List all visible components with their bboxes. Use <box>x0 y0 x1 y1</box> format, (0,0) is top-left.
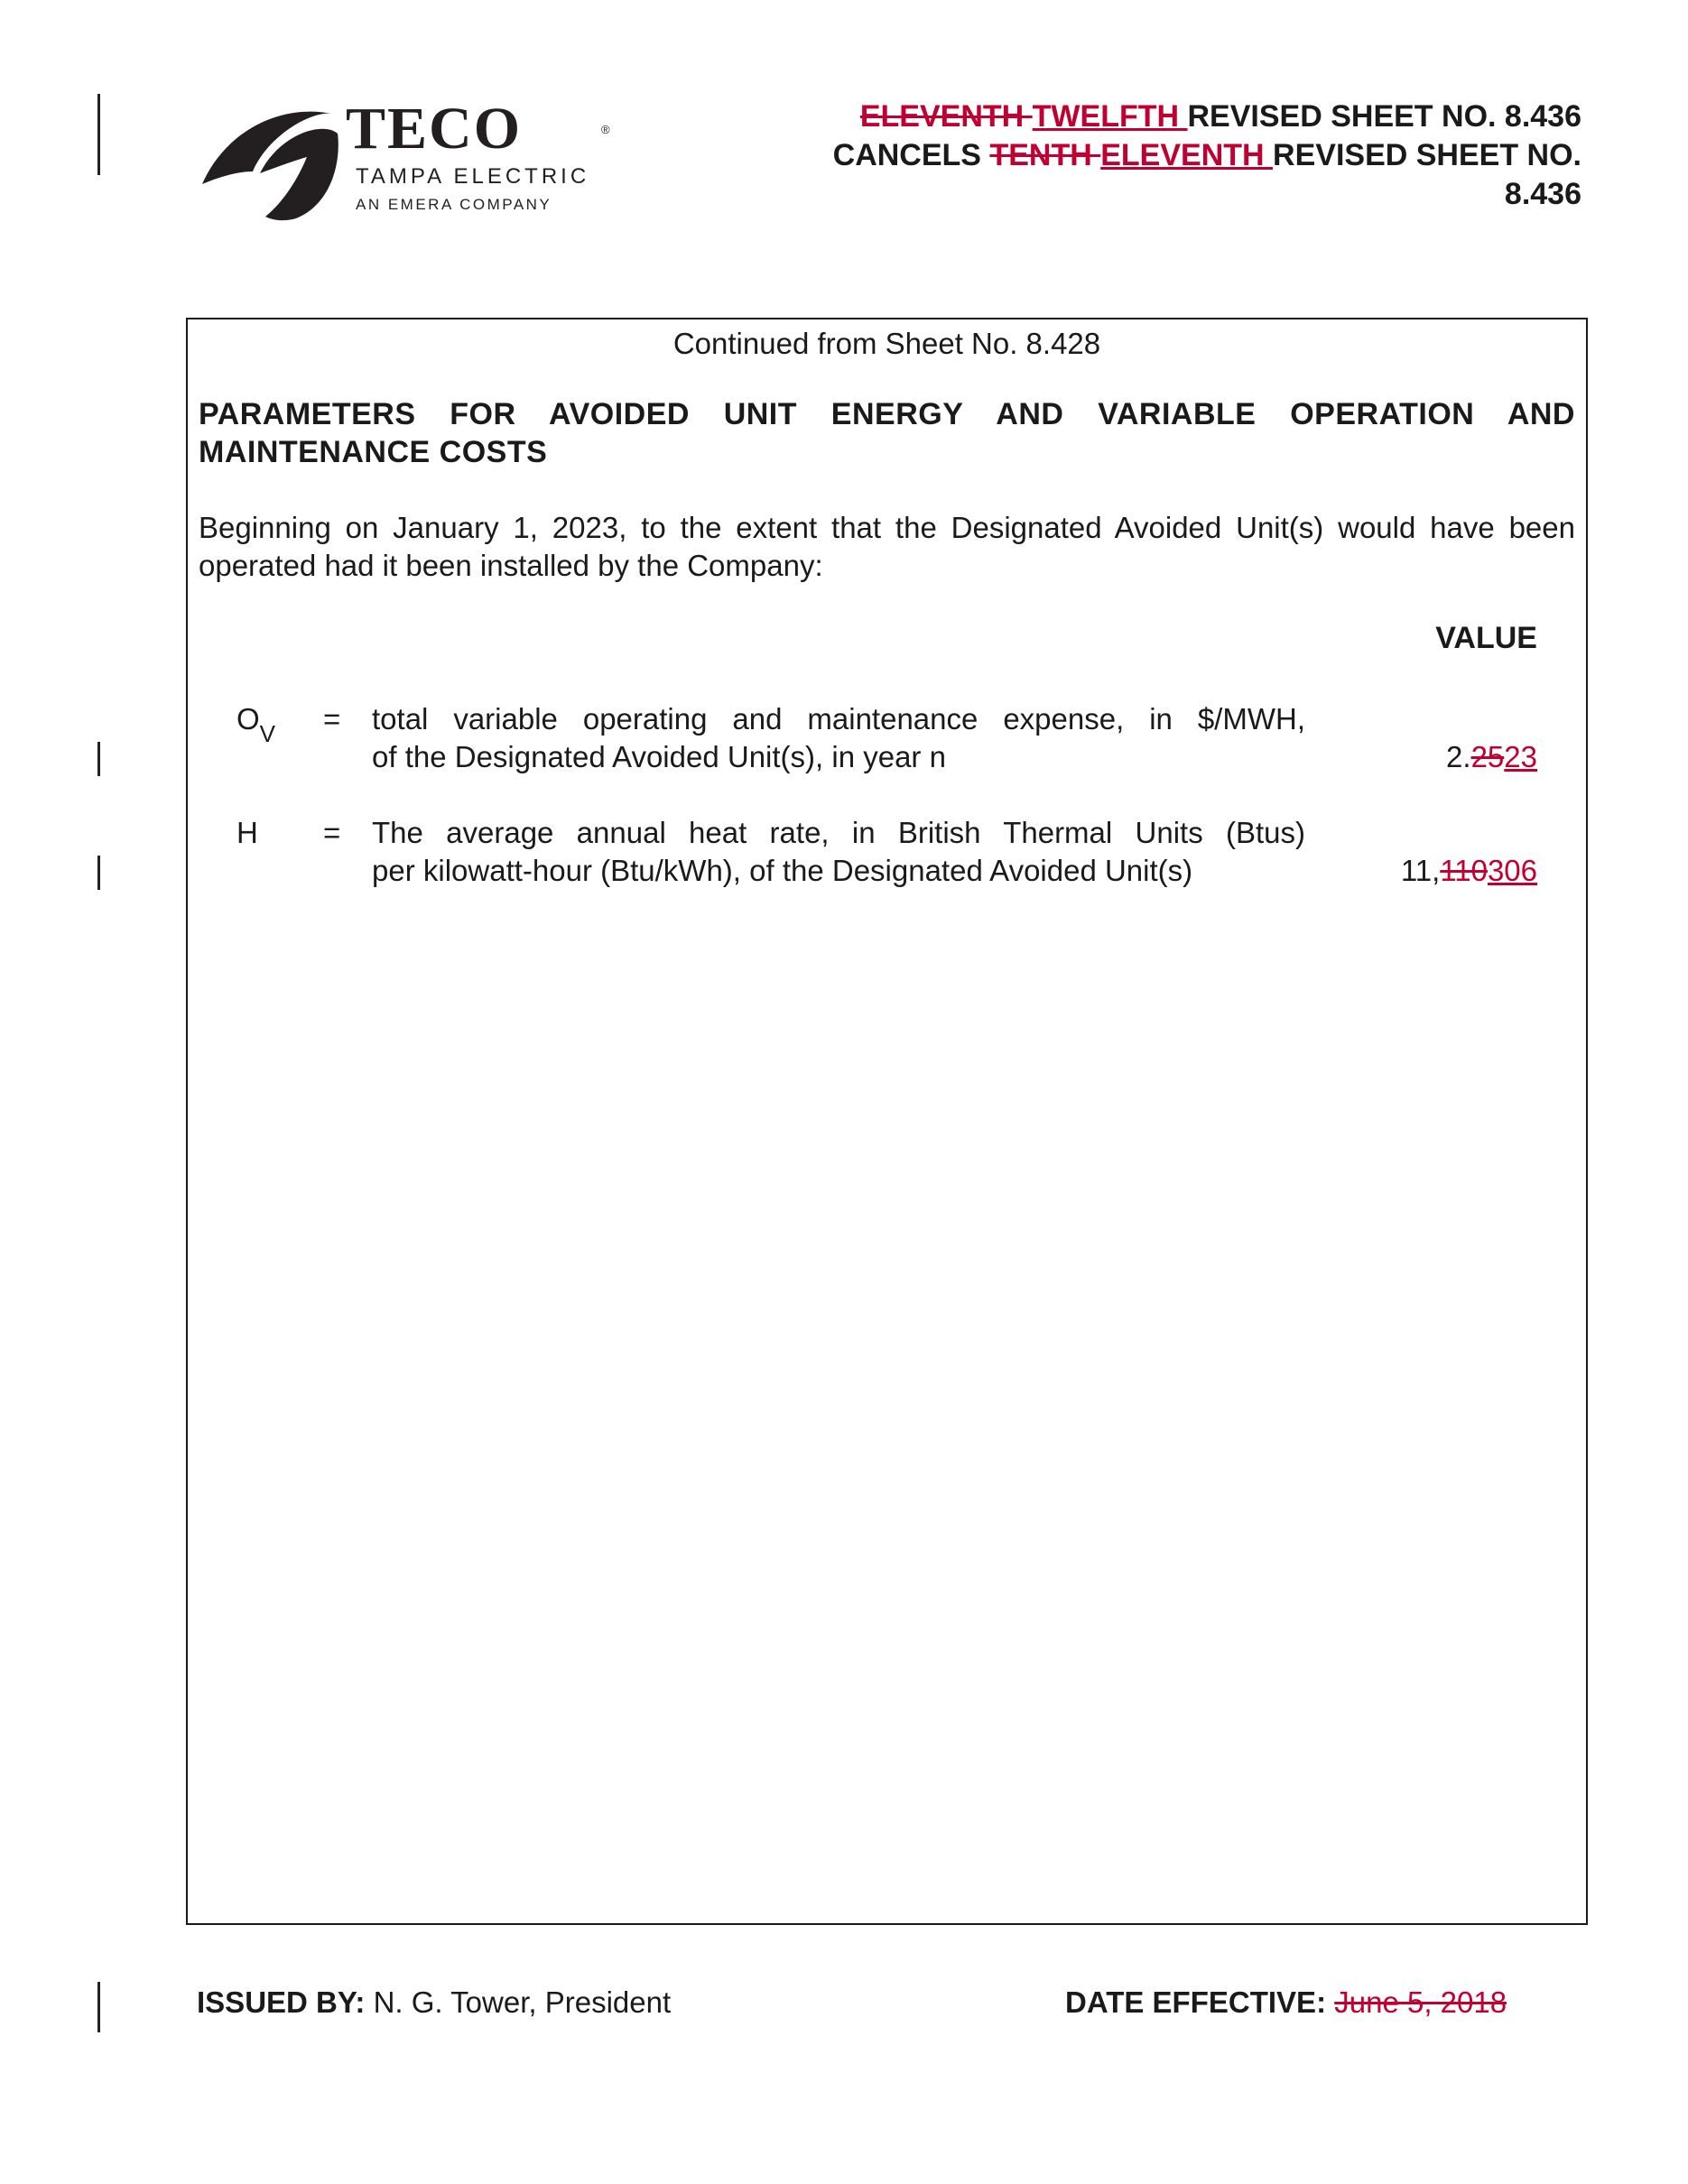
date-effective <box>1065 1984 1507 2022</box>
sheet-header-line3: 8.436 <box>1504 177 1581 211</box>
param-description-line1: total variable operating and maintenance expense, in $/MWH, <box>372 702 1305 736</box>
sheet-header-line2 <box>733 136 1581 175</box>
param-description <box>372 700 1305 776</box>
issued-by <box>197 1984 671 2022</box>
date-effective-label: DATE EFFECTIVE: <box>1065 1985 1327 2019</box>
param-subscript: V <box>259 720 276 747</box>
param-description-line2: per kilowatt-hour (Btu/kWh), of the Designated Avoided Unit(s) <box>372 854 1193 887</box>
value-column-header: VALUE <box>1435 621 1537 655</box>
logo-subtitle: TAMPA ELECTRIC <box>356 164 590 189</box>
inserted-text: ELEVENTH <box>1100 138 1274 172</box>
cancels-label: CANCELS <box>832 138 990 172</box>
param-symbol: $O_V$ <box>237 702 276 747</box>
inserted-text: TWELFTH <box>1032 99 1188 134</box>
param-description <box>372 814 1305 890</box>
content-frame <box>186 318 1588 1925</box>
equals-sign: = <box>323 702 341 736</box>
deleted-text: TENTH <box>989 138 1101 172</box>
issued-by-value: N. G. Tower, President <box>373 1985 672 2019</box>
intro-paragraph: Beginning on January 1, 2023, to the extent that the Designated Avoided Unit(s) would have been operated had it been installed by the Company: <box>199 511 1575 582</box>
param-row-h <box>188 814 1586 895</box>
param-description-line2: of the Designated Avoided Unit(s), in year n <box>372 740 946 773</box>
param-row-ov <box>188 700 1586 782</box>
date-effective-deleted: June 5, 2018 <box>1334 1985 1507 2019</box>
section-title: PARAMETERS FOR AVOIDED UNIT ENERGY AND VARIABLE OPERATION AND MAINTENANCE COSTS <box>199 397 1575 469</box>
teco-logo <box>197 97 666 224</box>
sheet-header <box>733 97 1581 214</box>
deleted-value: 110 <box>1440 854 1488 887</box>
logo-wordmark: TECO <box>346 96 523 162</box>
inserted-value: 306 <box>1487 854 1537 887</box>
param-value: 2.2523 <box>1446 740 1537 773</box>
param-description-line1: The average annual heat rate, in British Thermal Units (Btus) <box>372 816 1305 849</box>
param-value: 11,110306 <box>1400 854 1537 887</box>
logo-registered-mark: ® <box>601 123 610 136</box>
param-symbol: H <box>237 816 258 849</box>
change-bar-h <box>97 856 100 890</box>
deleted-value: 25 <box>1470 740 1505 773</box>
equals-sign: = <box>323 816 341 849</box>
change-bar-ov <box>97 742 100 776</box>
teco-swoosh-icon <box>197 97 341 224</box>
change-bar-footer <box>97 1982 100 2032</box>
continued-note: Continued from Sheet No. 8.428 <box>672 327 1101 360</box>
cancels-sheet-text: REVISED SHEET NO. <box>1273 138 1581 172</box>
sheet-number-text: REVISED SHEET NO. 8.436 <box>1187 99 1581 134</box>
logo-tagline: AN EMERA COMPANY <box>356 196 552 213</box>
issued-by-label: ISSUED BY: <box>197 1985 366 2019</box>
deleted-text: ELEVENTH <box>859 99 1033 134</box>
change-bar-header <box>97 94 100 175</box>
inserted-value: 23 <box>1504 740 1537 773</box>
sheet-header-line1 <box>733 97 1581 136</box>
